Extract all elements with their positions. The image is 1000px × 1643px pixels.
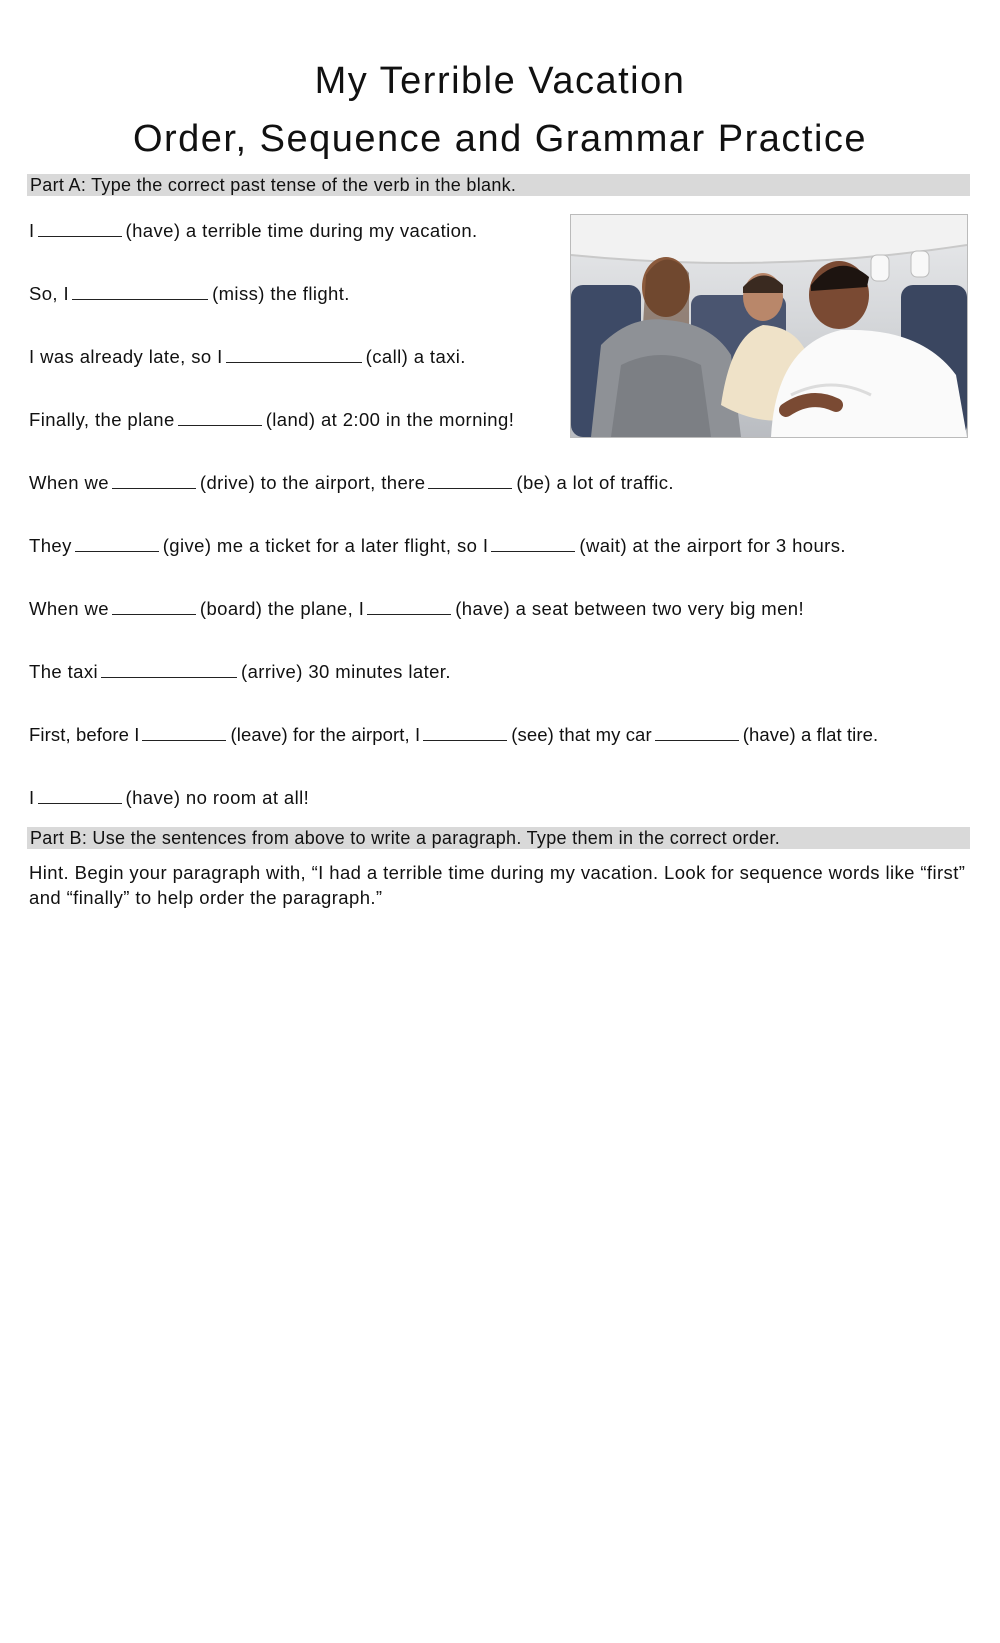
answer-blank[interactable]	[226, 344, 362, 363]
answer-blank[interactable]	[142, 722, 226, 741]
answer-blank[interactable]	[112, 470, 196, 489]
sentence-8: The taxi (arrive) 30 minutes later.	[29, 661, 451, 682]
answer-blank[interactable]	[428, 470, 512, 489]
answer-blank[interactable]	[38, 218, 122, 237]
sentence-7: When we (board) the plane, I (have) a seat between two very big men!	[29, 598, 805, 619]
answer-blank[interactable]	[655, 722, 739, 741]
answer-blank[interactable]	[112, 596, 196, 615]
sentence-2: So, I (miss) the flight.	[29, 283, 350, 304]
answer-blank[interactable]	[178, 407, 262, 426]
sentence-5: When we (drive) to the airport, there (be) a lot of traffic.	[29, 472, 674, 493]
sentence-3: I was already late, so I (call) a taxi.	[29, 346, 466, 367]
answer-blank[interactable]	[72, 281, 208, 300]
sentence-6: They (give) me a ticket for a later flight, so I (wait) at the airport for 3 hours.	[29, 535, 846, 556]
answer-blank[interactable]	[491, 533, 575, 552]
answer-blank[interactable]	[101, 659, 237, 678]
sentence-1: I (have) a terrible time during my vacation.	[29, 220, 478, 241]
hint-text: Hint. Begin your paragraph with, “I had a terrible time during my vacation. Look for sequence words like “first” and “finally” to help order the paragraph.”	[29, 862, 966, 908]
answer-blank[interactable]	[367, 596, 451, 615]
answer-blank[interactable]	[423, 722, 507, 741]
airplane-passengers-photo	[570, 214, 968, 438]
sentence-4: Finally, the plane (land) at 2:00 in the morning!	[29, 409, 515, 430]
part-b-instruction: Part B: Use the sentences from above to write a paragraph. Type them in the correct order.	[27, 827, 970, 849]
part-a-instruction: Part A: Type the correct past tense of the verb in the blank.	[27, 174, 970, 196]
answer-blank[interactable]	[75, 533, 159, 552]
sentence-9: First, before I (leave) for the airport, I (see) that my car (have) a flat tire.	[29, 724, 879, 745]
page-subtitle: Order, Sequence and Grammar Practice	[132, 118, 868, 160]
answer-blank[interactable]	[38, 785, 122, 804]
page-title: My Terrible Vacation	[314, 60, 686, 102]
sentence-10: I (have) no room at all!	[29, 787, 310, 808]
photo-illustration	[571, 215, 967, 437]
